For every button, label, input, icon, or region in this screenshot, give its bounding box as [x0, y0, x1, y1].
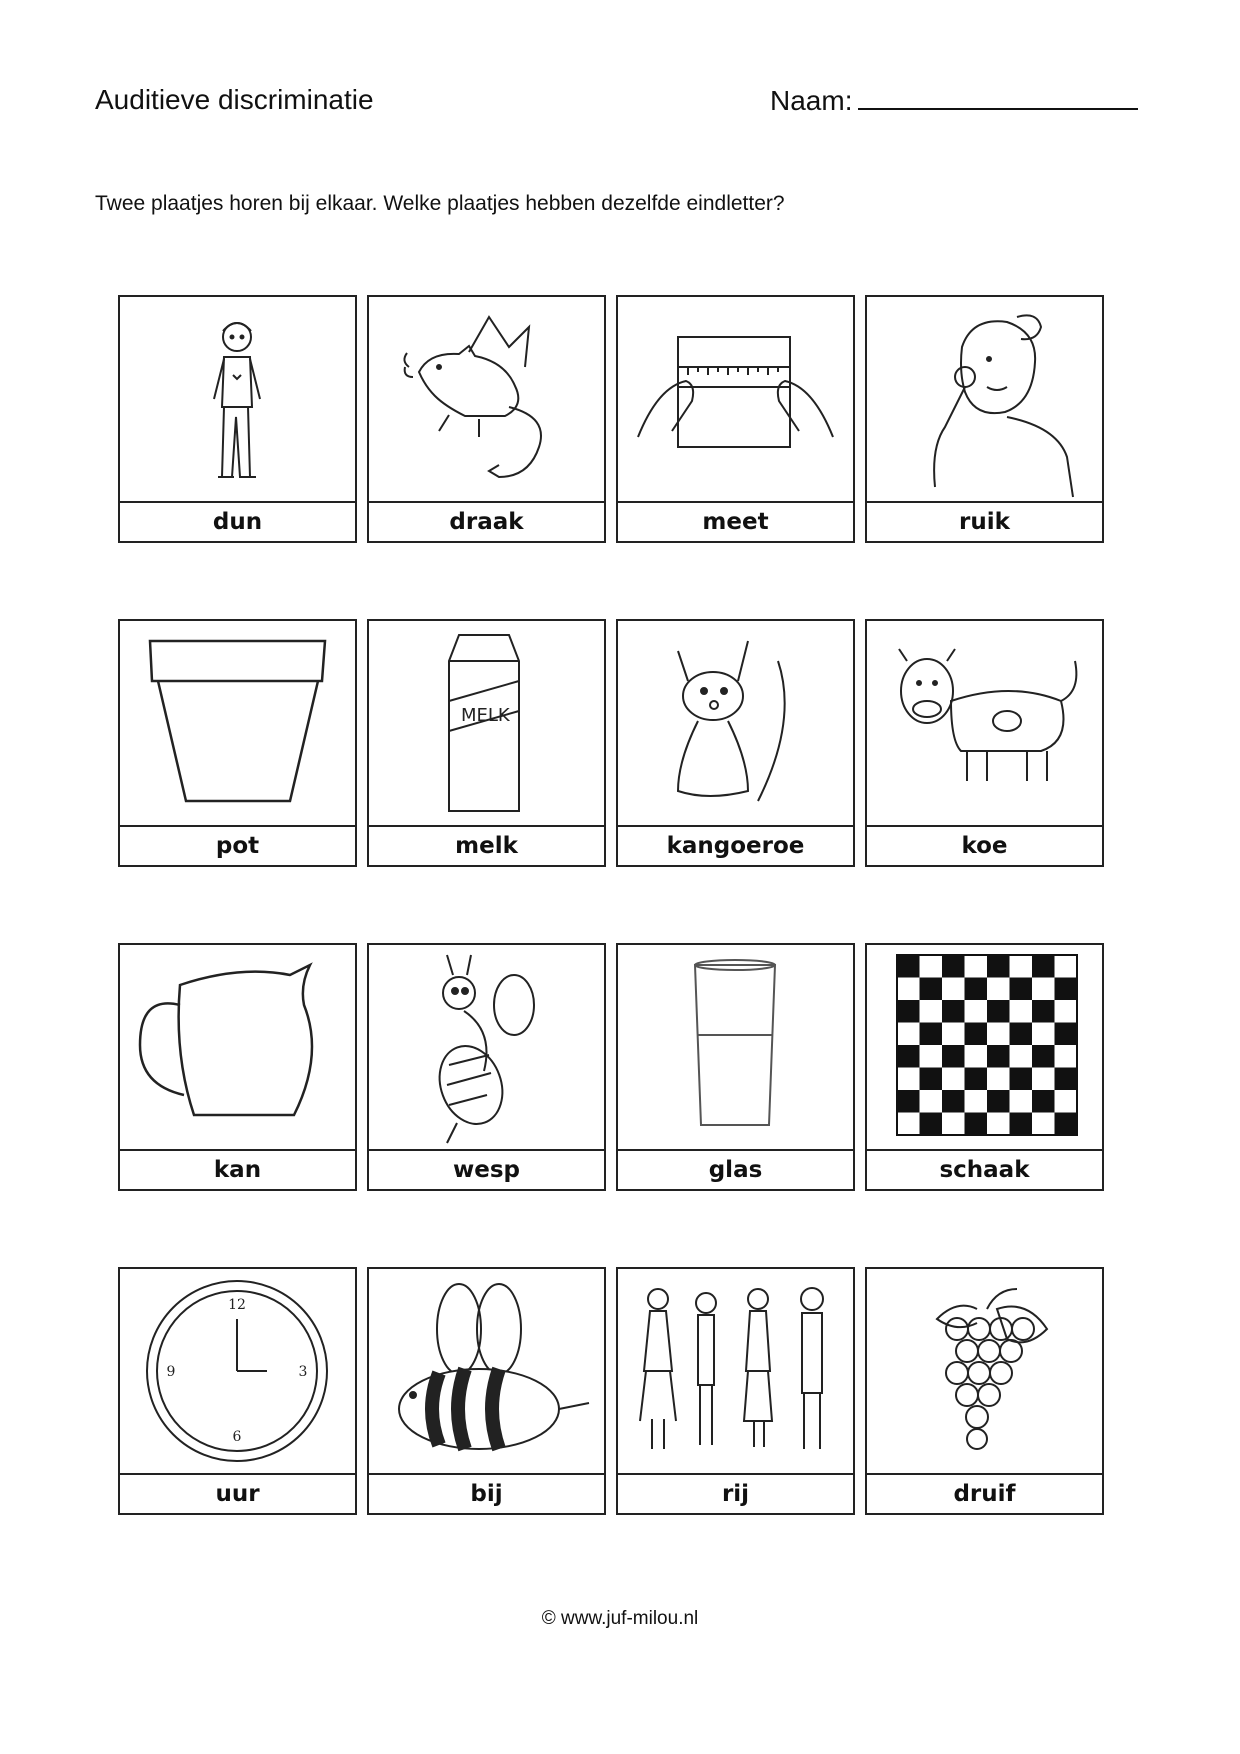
- picture-card[interactable]: [118, 619, 357, 867]
- dragon-icon: [369, 297, 604, 501]
- card-label: pot: [215, 833, 260, 859]
- card-label: uur: [215, 1481, 260, 1507]
- card-label: rij: [721, 1481, 750, 1507]
- card-label: draak: [449, 509, 524, 535]
- picture-card[interactable]: [865, 1267, 1104, 1515]
- row-of-people-icon: [618, 1269, 853, 1473]
- picture-card[interactable]: [616, 295, 855, 543]
- grapes-icon: [867, 1269, 1102, 1473]
- flowerpot-icon: [120, 621, 355, 825]
- picture-card[interactable]: [616, 619, 855, 867]
- bee-icon: [369, 1269, 604, 1473]
- card-label: koe: [961, 833, 1008, 859]
- picture-card[interactable]: [367, 619, 606, 867]
- picture-card[interactable]: [616, 1267, 855, 1515]
- cow-icon: [867, 621, 1102, 825]
- name-field: [770, 84, 1138, 117]
- smelling-flower-icon: [867, 297, 1102, 501]
- jug-icon: [120, 945, 355, 1149]
- milk-carton-icon: [369, 621, 604, 825]
- picture-card[interactable]: [616, 943, 855, 1191]
- instruction-text: Twee plaatjes horen bij elkaar. Welke plaatjes hebben dezelfde eindletter?: [95, 192, 785, 215]
- picture-card[interactable]: [367, 295, 606, 543]
- wasp-icon: [369, 945, 604, 1149]
- card-label: kan: [213, 1157, 262, 1183]
- card-label: bij: [470, 1481, 503, 1507]
- clock-number: 3: [298, 1364, 308, 1380]
- kangaroo-icon: [618, 621, 853, 825]
- clock-number: 6: [232, 1429, 242, 1445]
- card-label: dun: [212, 509, 263, 535]
- picture-card[interactable]: [118, 295, 357, 543]
- picture-card[interactable]: [865, 295, 1104, 543]
- picture-card[interactable]: [367, 943, 606, 1191]
- milk-text: MELK: [461, 705, 510, 726]
- card-label: druif: [953, 1481, 1016, 1507]
- glass-icon: [618, 945, 853, 1149]
- card-label: schaak: [939, 1157, 1030, 1183]
- measuring-tape-icon: [618, 297, 853, 501]
- footer-copyright: © www.juf-milou.nl: [541, 1608, 699, 1629]
- picture-card[interactable]: [865, 619, 1104, 867]
- picture-grid: [118, 295, 1106, 1525]
- clock-number: 9: [166, 1364, 176, 1380]
- picture-card[interactable]: [118, 1267, 357, 1515]
- card-label: wesp: [452, 1157, 520, 1183]
- picture-card[interactable]: [367, 1267, 606, 1515]
- picture-card[interactable]: [865, 943, 1104, 1191]
- clock-icon: [120, 1269, 355, 1473]
- checkerboard-icon: [867, 945, 1102, 1149]
- card-label: meet: [702, 509, 769, 535]
- worksheet-title: Auditieve discriminatie: [95, 84, 374, 115]
- card-label: glas: [708, 1157, 763, 1183]
- picture-card[interactable]: [118, 943, 357, 1191]
- clock-number: 12: [228, 1297, 246, 1313]
- card-label: kangoeroe: [666, 833, 805, 859]
- name-blank[interactable]: [858, 84, 1138, 110]
- card-label: melk: [455, 833, 518, 859]
- boy-icon: [120, 297, 355, 501]
- name-label: Naam:: [770, 85, 853, 116]
- card-label: ruik: [959, 509, 1010, 535]
